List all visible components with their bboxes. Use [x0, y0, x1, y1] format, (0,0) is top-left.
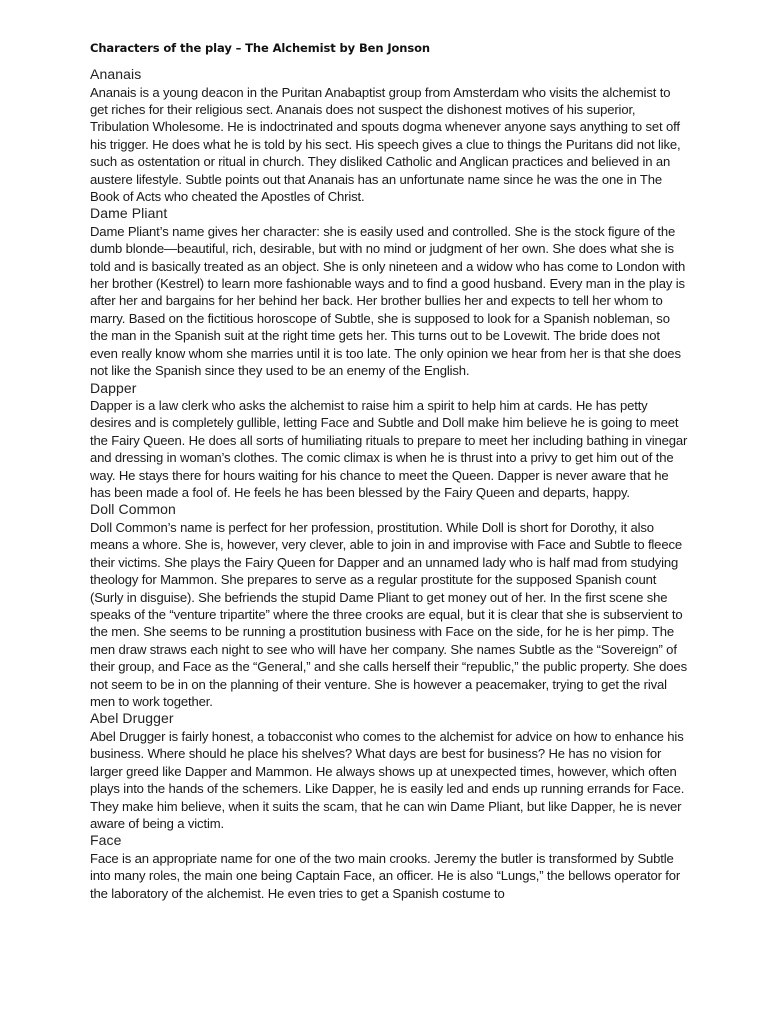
character-section-face [90, 832, 690, 902]
character-description: Face is an appropriate name for one of the two main crooks. Jeremy the butler is transformed by Subtle into many roles, the main one being Captain Face, an officer. He is also “Lungs,” the bellows operator for the laboratory of the alchemist. He even tries to get a Spanish costume to [90, 850, 681, 901]
character-section-abel-drugger [90, 710, 690, 832]
character-heading: Dapper [90, 379, 137, 396]
character-section-ananais [90, 66, 690, 205]
character-description: Ananais is a young deacon in the Puritan Anabaptist group from Amsterdam who visits the alchemist to get riches for their religious sect. Ananais does not suspect the dishonest motives of his superior, Tribulation Wholesome. He is indoctrinated and spouts dogma whenever anyone says anything to set off his trigger. He does what he is told by his sect. His speech gives a clue to things the Puritans did not like, such as ostentation or ritual in church. They disliked Catholic and Anglican practices and believed in an austere lifestyle. Subtle points out that Ananais has an unfortunate name since he was the one in The Book of Acts who cheated the Apostles of Christ. [90, 84, 681, 204]
character-section-doll-common [90, 501, 690, 710]
character-section-dapper [90, 380, 690, 502]
character-heading: Face [90, 832, 122, 849]
character-description: Abel Drugger is fairly honest, a tobacconist who comes to the alchemist for advice on how to enhance his business. Where should he place his shelves? What days are best for business? He has no vision for larger greed like Dapper and Mammon. He always shows up at unexpected times, however, which often plays into the hands of the schemers. Like Dapper, he is easily led and ends up running errands for Face. They make him believe, when it suits the scam, that he can win Dame Pliant, but like Dapper, he is never aware of being a victim. [90, 728, 685, 831]
character-description: Doll Common’s name is perfect for her profession, prostitution. While Doll is short for Dorothy, it also means a whore. She is, however, very clever, able to join in and improvise with Face and Subtle to fleece their victims. She plays the Fairy Queen for Dapper and an unnamed lady who is half mad from studying theology for Mammon. She prepares to serve as a regular prostitute for the supposed Spanish count (Surly in disguise). She befriends the stupid Dame Pliant to get money out of her. In the first scene she speaks of the “venture tripartite” where the three crooks are equal, but it is clear that she is subservient to the men. She seems to be running a prostitution business with Face on the side, for he is her pimp. The men draw straws each night to see who will have her company. She names Subtle as the “Sovereign” of their group, and Face as the “General,” and she calls herself their “republic,” the public property. She does not seem to be in on the planning of their venture. She is however a peacemaker, trying to get the rival men to work together. [90, 519, 687, 709]
character-heading: Ananais [90, 66, 142, 82]
character-description: Dame Pliant’s name gives her character: she is easily used and controlled. She is the stock figure of the dumb blonde—beautiful, rich, desirable, but with no mind or judgment of her own. She does what she is told and is basically treated as an object. She is only nineteen and a widow who has come to London with her brother (Kestrel) to learn more fashionable ways and to find a good husband. Every man in the play is after her and bargains for her behind her back. Her brother bullies her and expects to tell her whom to marry. Based on the fictitious horoscope of Subtle, she is supposed to look for a Spanish nobleman, so the man in the Spanish suit at the right time gets her. This turns out to be Lovewit. The bride does not even really know whom she marries until it is too late. The only opinion we hear from her is that she does not like the Spanish since they used to be an enemy of the English. [90, 223, 686, 379]
character-heading: Abel Drugger [90, 710, 174, 727]
character-heading: Doll Common [90, 501, 176, 518]
character-description: Dapper is a law clerk who asks the alchemist to raise him a spirit to help him at cards. He has petty desires and is completely gullible, letting Face and Subtle and Doll make him believe he is going to meet the Fairy Queen. He does all sorts of humiliating rituals to prepare to meet her including bathing in vinegar and dressing in woman’s clothes. The comic climax is when he is thrust into a privy to get him out of the way. He stays there for hours waiting for his chance to meet the Queen. Dapper is never aware that he has been made a fool of. He feels he has been blessed by the Fairy Queen and departs, happy. [90, 398, 688, 501]
character-section-dame-pliant [90, 205, 690, 379]
document-title: Characters of the play – The Alchemist by Ben Jonson [90, 41, 431, 55]
document-content [90, 40, 690, 902]
character-heading: Dame Pliant [90, 205, 168, 222]
